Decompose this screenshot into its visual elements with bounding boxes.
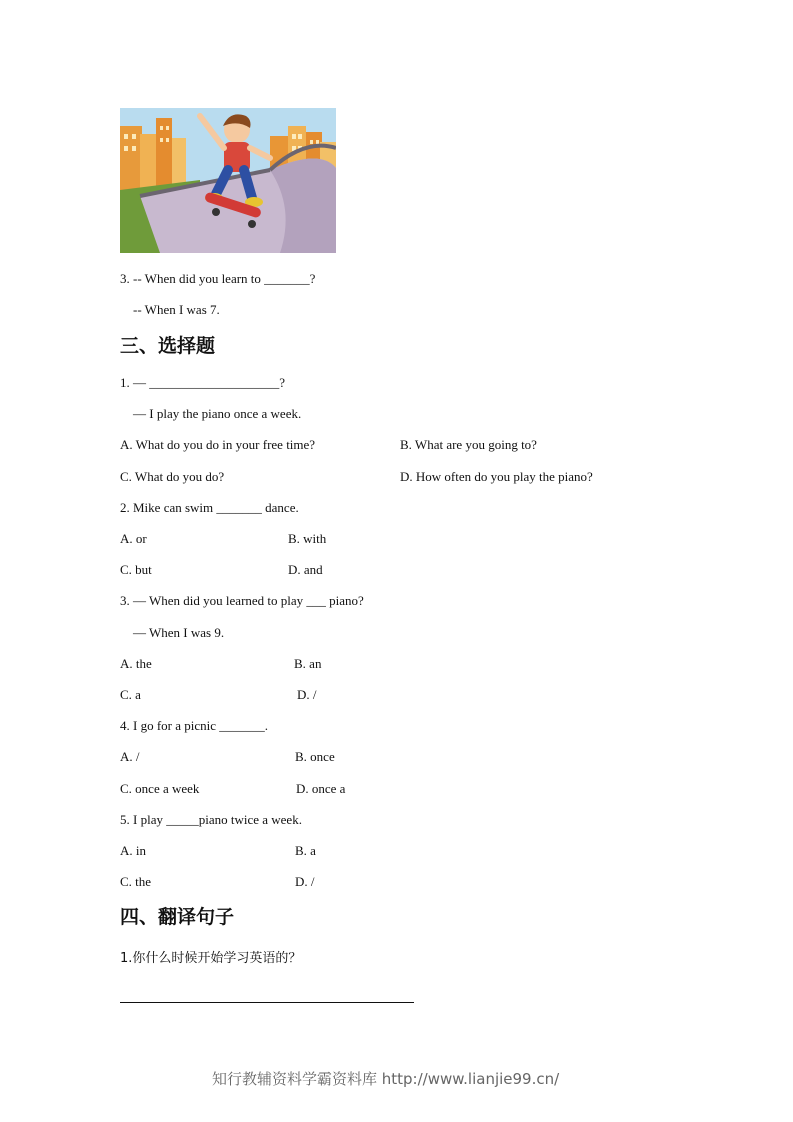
choice-question-2-option-a: A. or xyxy=(120,531,147,546)
choice-question-2-option-c: C. but xyxy=(120,562,152,577)
choice-question-3-reply: — When I was 9. xyxy=(133,625,225,640)
choice-question-1-option-d: D. How often do you play the piano? xyxy=(400,469,593,484)
choice-question-1-option-a: A. What do you do in your free time? xyxy=(120,437,316,452)
choice-question-1-option-b: B. What are you going to? xyxy=(400,437,537,452)
fill-question-3: 3. -- When did you learn to _______? xyxy=(120,271,316,286)
choice-question-5-option-b: B. a xyxy=(295,843,316,858)
choice-question-4-option-c: C. once a week xyxy=(120,781,200,796)
choice-question-3-option-d: D. / xyxy=(297,687,317,702)
section-heading-translate: 四、翻译句子 xyxy=(120,906,235,928)
choice-question-4-option-a: A. / xyxy=(120,749,140,764)
choice-question-2-option-d: D. and xyxy=(288,562,323,577)
choice-question-5-option-a: A. in xyxy=(120,843,146,858)
choice-question-5-option-c: C. the xyxy=(120,874,152,889)
choice-question-2-option-b: B. with xyxy=(288,531,327,546)
choice-question-3-option-a: A. the xyxy=(120,656,152,671)
choice-question-1-option-c: C. What do you do? xyxy=(120,469,225,484)
choice-question-3-stem: 3. — When did you learned to play ___ piano? xyxy=(120,593,364,608)
choice-question-1-reply: — I play the piano once a week. xyxy=(133,406,302,421)
choice-question-4-option-b: B. once xyxy=(295,749,335,764)
choice-question-2-stem: 2. Mike can swim _______ dance. xyxy=(120,500,299,515)
choice-question-4-option-d: D. once a xyxy=(296,781,346,796)
choice-question-5-stem: 5. I play _____piano twice a week. xyxy=(120,812,302,827)
choice-question-3-option-c: C. a xyxy=(120,687,141,702)
footer-watermark: 知行教辅资料学霸资料库 http://www.lianjie99.cn/ xyxy=(212,1070,560,1088)
choice-question-3-option-b: B. an xyxy=(294,656,322,671)
answer-line xyxy=(120,1002,414,1003)
section-heading-choice: 三、选择题 xyxy=(120,335,216,357)
fill-answer-3: -- When I was 7. xyxy=(133,302,220,317)
choice-question-4-stem: 4. I go for a picnic _______. xyxy=(120,718,269,733)
skateboarder-illustration xyxy=(120,108,336,253)
choice-question-5-option-d: D. / xyxy=(295,874,315,889)
choice-question-1-stem: 1. — ____________________? xyxy=(120,375,286,390)
translate-question-1: 1.你什么时候开始学习英语的？ xyxy=(120,951,302,966)
